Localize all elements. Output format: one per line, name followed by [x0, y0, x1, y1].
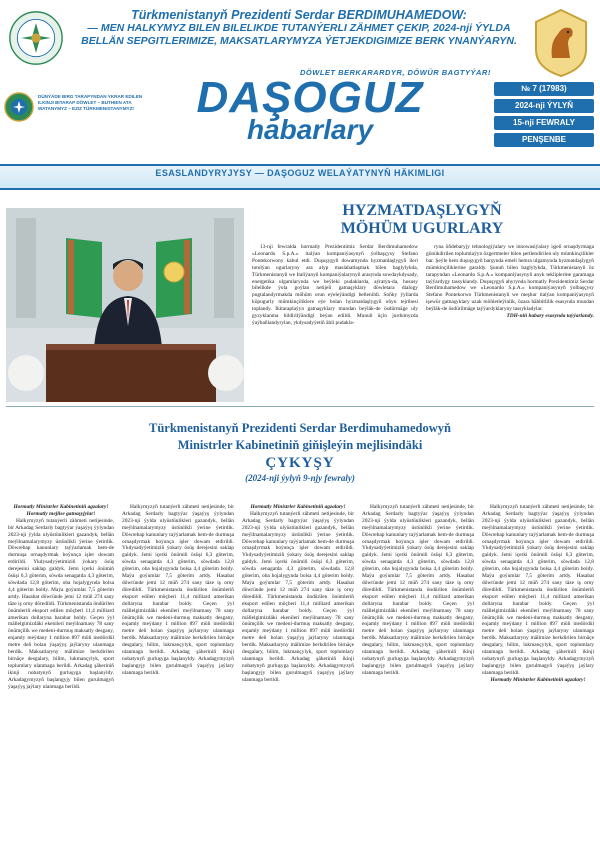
speech-column-5	[482, 504, 594, 844]
article-headline-2: MÖHÜM UGURLARY	[340, 220, 504, 237]
speech-headline	[0, 420, 600, 485]
issue-year: 2024-nji ÝYLYŇ	[494, 99, 594, 113]
horse-emblem-icon	[530, 8, 592, 78]
anniversary-emblem-icon	[8, 10, 64, 66]
headline-line-1: Türkmenistanyň Prezidenti Serdar BERDIMUHAMEDOW:	[131, 8, 467, 22]
speech-date: (2024-nji ýylyň 9-njy fewraly)	[245, 473, 355, 483]
speech-greeting-2: Hormatly mejlise gatnaşyjylar!	[26, 510, 96, 517]
headline-line-3: BELLÄN SEPGITLERIMIZE, MAKSATLARYMYZA ÝETJEKDIGIMIZE BERK YNANÝARYN.	[81, 35, 517, 47]
founder-line: ESASLANDYRYJYSY — DAŞOGUZ WELAÝATYNYŇ HÄKIMLIGI	[155, 168, 445, 178]
article-text: 13-nji fewralda hormatly Prezidentimiz Serdar Berdimuhamedow «Leonardo S.p.A.» italýan kompaniýasynyň ýolbaşçysy Stefano Pontekorwony kabul etdi. Duşuşygyň dowamynda hyzmatdaşlygyň ileri tutulýan ugurlaryny ara alyp maslahatlaşmak bilen baglylykda, Türkmenistanyň we Italiýanyň kompaniýalarynyň arasynda sowdaykdysady, energetika ulgamlarynda we beýleki pudaklarda, aýratyn-da, hususy bilelikde ýola goýlan netijeli gatnaşyklary döwletara dialogy pugtalandyrmakda möhüm orun eýeleýändigi bellenildi. Soňky ýyllarda köpugurly mümkinçiliklere eýe bolan hyzmatdaşlygyň oňyn tejribesi toplandy. Ikitaraplaýyn gatnaşyklary mundan beýläk-de ösdürmäge uly gyzyklanma bildirilýändigi beýan edildi. Munuň üçin jurdumyzda ýaýbaňlandyrylan, ykdysadyýetiň ähli pudakla-	[252, 244, 418, 326]
newspaper-title	[150, 73, 470, 145]
issue-date: 15-nji FEWRALY	[494, 116, 594, 130]
speech-title-3: ÇYKYŞY	[265, 455, 335, 471]
speech-column-2	[122, 504, 234, 844]
issue-info	[494, 82, 594, 150]
speech-greeting: Hormatly Ministrler Kabinetiniň agzalary!	[250, 504, 346, 510]
article-column-2	[426, 244, 594, 400]
speech-greeting: Hormatly Ministrler Kabinetiniň agzalary!	[13, 504, 109, 510]
article-headline-1: HYZMATDAŞLYGYŇ	[342, 202, 502, 219]
speech-title-2: Ministrler Kabinetiniň giňişleýin mejlisindäki	[177, 438, 423, 452]
title-sub: habarlary	[246, 114, 374, 145]
speech-column-1	[8, 504, 114, 844]
article-headline	[250, 202, 594, 238]
speech-column-3	[242, 504, 354, 844]
president-photo	[6, 208, 244, 402]
speech-text: Halkymyzyň tutanýerli zähmeti netijesinde, bir Arkadag Serdarly bagtyýar ýaşaýyş ýylyndan 2023-nji ýylda ulyüstünlikleri gazandyk, bellän meýilnamalarymyzy üstünlikli ýerine ýetirdik. Döwrebap kanunlary taýýarlamak hem-de durmuşa ornaşdyrmak boýunça işler dowam etdirildi. Ykdysadyýetimiziň ýokary ösüş derejesini saklap galdyk. Jemi içerki önümiň ösüşi 6,3 göterim, söwda senagatda 4,3 göterim, söwdada 12,8 göterim, oba hojalygynda bolsa 4,4 göterim boldy. Maýa goýumlar 7,5 göterim artdy. Hasabat döwründe jemi 12 müň 274 sany täze iş orny döredildi. Türkmenistanda öndürilen önümleriň eksport edilen möçberi 11,4 milliard amerikan dollaryna barabar boldy. Geçen ýyl mällelgimizdäki ekenileri meýilnamasy 78 sany önümçilik we medeni-durmuş maksatly desgany, enjamly meýdany 1 million 897 müň inedördül metre deň bolan ýaşaýyş jaýlaryny ulanmaga berdik. Maksatlaryny mälimize berkdirilen birnäçe desgalary, bilim, lukmançylyk, sport toplumlary ulanmaga berildi. Arkadag şäheriniň ikinji nobatynyň gurluşyga başlanyldy. Arkadagymyzyň başlangyjy bilen gurulmagyň ýaşaýyş jaýlary ulanmaga berildi.	[242, 510, 354, 683]
issue-number: № 7 (17983)	[494, 82, 594, 96]
speech-text: Halkymyzyň tutanýerli zähmeti netijesinde, bir Arkadag Serdarly bagtyýar ýaşaýyş ýylyndan 2023-nji ýylda ulyüstünlikleri gazandyk, bellän meýilnamalarymyzy üstünlikli ýerine ýetirdik. Döwrebap kanunlary taýýarlamak hem-de durmuşa ornaşdyrmak boýunça işler dowam etdirildi. Ykdysadyýetimiziň ýokary ösüş derejesini saklap galdyk. Jemi içerki önümiň ösüşi 6,3 göterim, söwda senagatda 4,3 göterim, söwdada 12,8 göterim, oba hojalygynda bolsa 4,4 göterim boldy. Maýa goýumlar 7,5 göterim artdy. Hasabat döwründe jemi 12 müň 274 sany täze iş orny döredildi. Türkmenistanda öndürilen önümleriň eksport edilen möçberi 11,4 milliard amerikan dollaryna barabar boldy. Geçen ýyl mällelgimizdäki ekenileri meýilnamasy 78 sany önümçilik we medeni-durmuş maksatly desgany, enjamly meýdany 1 million 897 müň inedördül metre deň bolan ýaşaýyş jaýlaryny ulanmaga berdik. Maksatlaryny mälimize berkdirilen birnäçe desgalary, bilim, lukmançylyk, sport toplumlary ulanmaga berildi. Arkadag şäheriniň ikinji nobatynyň gurluşyga başlanyldy. Arkadagymyzyň başlangyjy bilen gurulmagyň ýaşaýyş jaýlary ulanmaga berildi.	[362, 504, 474, 676]
article-column-1	[252, 244, 418, 400]
speech-column-4	[362, 504, 474, 844]
speech-greeting: Hormatly Ministrler Kabinetiniň agzalary!	[490, 676, 586, 683]
issue-weekday: PENŞENBE	[494, 133, 594, 147]
divider	[6, 406, 594, 407]
speech-text: Halkymyzyň tutanýerli zähmeti netijesinde, bir Arkadag Serdarly bagtyýar ýaşaýyş ýylyndan 2023-nji ýylda ulyüstünlikleri gazandyk, bellän meýilnamalarymyzy üstünlikli ýerine ýetirdik. Döwrebap kanunlary taýýarlamak hem-de durmuşa ornaşdyrmak boýunça işler dowam etdirildi. Ykdysadyýetimiziň ýokary ösüş derejesini saklap galdyk. Jemi içerki önümiň ösüşi 6,3 göterim, söwda senagatda 4,3 göterim, söwdada 12,8 göterim, oba hojalygynda bolsa 4,4 göterim boldy. Maýa goýumlar 7,5 göterim artdy. Hasabat döwründe jemi 12 müň 274 sany täze iş orny döredildi. Türkmenistanda öndürilen önümleriň eksport edilen möçberi 11,4 milliard amerikan dollaryna barabar boldy. Geçen ýyl mällelgimizdäki ekenileri meýilnamasy 78 sany önümçilik we medeni-durmuş maksatly desgany, enjamly meýdany 1 million 897 müň inedördül metre deň bolan ýaşaýyş jaýlaryny ulanmaga berdik. Maksatlaryny mälimize berkdirilen birnäçe desgalary, bilim, lukmançylyk, sport toplumlary ulanmaga berildi. Arkadag şäheriniň ikinji nobatynyň gurluşyga başlanyldy. Arkadagymyzyň başlangyjy bilen gurulmagyň ýaşaýyş jaýlary ulanmaga berildi.	[122, 504, 234, 676]
state-emblem-icon	[4, 92, 34, 122]
headline-line-2: — MEN HALKYMYZ BILEN BILELIKDE TUTANÝERLI ZÄHMET ÇEKIP, 2024-nji ÝYLDA	[87, 22, 511, 34]
speech-text: Halkymyzyň tutanýerli zähmeti netijesinde, bir Arkadag Serdarly bagtyýar ýaşaýyş ýylyndan 2023-nji ýylda ulyüstünlikleri gazandyk, bellän meýilnamalarymyzy üstünlikli ýerine ýetirdik. Döwrebap kanunlary taýýarlamak hem-de durmuşa ornaşdyrmak boýunça işler dowam etdirildi. Ykdysadyýetimiziň ýokary ösüş derejesini saklap galdyk. Jemi içerki önümiň ösüşi 6,3 göterim, söwda senagatda 4,3 göterim, söwdada 12,8 göterim, oba hojalygynda bolsa 4,4 göterim boldy. Maýa goýumlar 7,5 göterim artdy. Hasabat döwründe jemi 12 müň 274 sany täze iş orny döredildi. Türkmenistanda öndürilen önümleriň eksport edilen möçberi 11,4 milliard amerikan dollaryna barabar boldy. Geçen ýyl mällelgimizdäki ekenileri meýilnamasy 78 sany önümçilik we medeni-durmuş maksatly desgany, enjamly meýdany 1 million 897 müň inedördül metre deň bolan ýaşaýyş jaýlaryny ulanmaga berdik. Maksatlaryny mälimize berkdirilen birnäçe desgalary, bilim, lukmançylyk, sport toplumlary ulanmaga berildi. Arkadag şäheriniň ikinji nobatynyň gurluşyga başlanyldy. Arkadagymyzyň başlangyjy bilen gurulmagyň ýaşaýyş jaýlary ulanmaga berildi.	[8, 517, 114, 690]
headline	[70, 8, 528, 48]
article-credit: TDH-niň habary esasynda taýýarlandy.	[506, 313, 594, 320]
speech-text: Halkymyzyň tutanýerli zähmeti netijesinde, bir Arkadag Serdarly bagtyýar ýaşaýyş ýylyndan 2023-nji ýylda ulyüstünlikleri gazandyk, bellän meýilnamalarymyzy üstünlikli ýerine ýetirdik. Döwrebap kanunlary taýýarlamak hem-de durmuşa ornaşdyrmak boýunça işler dowam etdirildi. Ykdysadyýetimiziň ýokary ösüş derejesini saklap galdyk. Jemi içerki önümiň ösüşi 6,3 göterim, söwda senagatda 4,3 göterim, söwdada 12,8 göterim, oba hojalygynda bolsa 4,4 göterim boldy. Maýa goýumlar 7,5 göterim artdy. Hasabat döwründe jemi 12 müň 274 sany täze iş orny döredildi. Türkmenistanda öndürilen önümleriň eksport edilen möçberi 11,4 milliard amerikan dollaryna barabar boldy. Geçen ýyl mällelgimizdäki ekenileri meýilnamasy 78 sany önümçilik we medeni-durmuş maksatly desgany, enjamly meýdany 1 million 897 müň inedördül metre deň bolan ýaşaýyş jaýlaryny ulanmaga berdik. Maksatlaryny mälimize berkdirilen birnäçe desgalary, bilim, lukmançylyk, sport toplumlary ulanmaga berildi. Arkadag şäheriniň ikinji nobatynyň gurluşyga başlanyldy. Arkadagymyzyň başlangyjy bilen gurulmagyň ýaşaýyş jaýlary ulanmaga berildi.	[482, 504, 594, 676]
speech-title-1: Türkmenistanyň Prezidenti Serdar Berdimuhamedowyň	[149, 421, 451, 435]
motto: DÜNÝÄDE BIRG TARAPYNDAN YKRAR EDILEN ILKINJI BITARAP DÖWLET – BUTHIEN ATA WATANYMYZ – EZIZ TÜRKMENISTANYMYZ!	[38, 94, 143, 111]
article-text: ryna öňdebaryjy tehnologiýalary we innowasiýalary işjeň ornaşdyrmaga gönükdirilen toplumlaýyn özgertmeler bilen şertlendirilen uly mümkinçilikler bar. Şeýle hem duşuşygyň barşynda emeli hemra ulgamynda hyzmatdaşlygyň mümkinçiliklerine garaldy. Şunuň bilen baglylykda, Türkmenistanyň öz tarapyndan «Leonardo S.p.A.» kompaniýasynyň anyk teklipleriне garamaga taýýardygy tassyklandy. Duşuşygyň ahyrynda hormatly Prezidentimiz Serdar Berdimuhamedow we «Leonardo S.p.A.» kompaniýasynyň ýolbaşçysy Stefano Pontekorwo Türkmenistanyň we meşhur italýan kompaniýasynyň işewür gatnaşyklary uzak möhletleýinlik, özara bähbitlilik esasynda mundan beýläk-de ösdürilmäge taýýardyklaryny tassykladylar.	[426, 244, 594, 313]
meeting-photo-icon	[6, 208, 244, 402]
slogan: DÖWLET BERKARARDYR, DÖWÜR BAGTYÝAR!	[300, 68, 491, 77]
title-main: DAŞOGUZ	[196, 73, 424, 122]
